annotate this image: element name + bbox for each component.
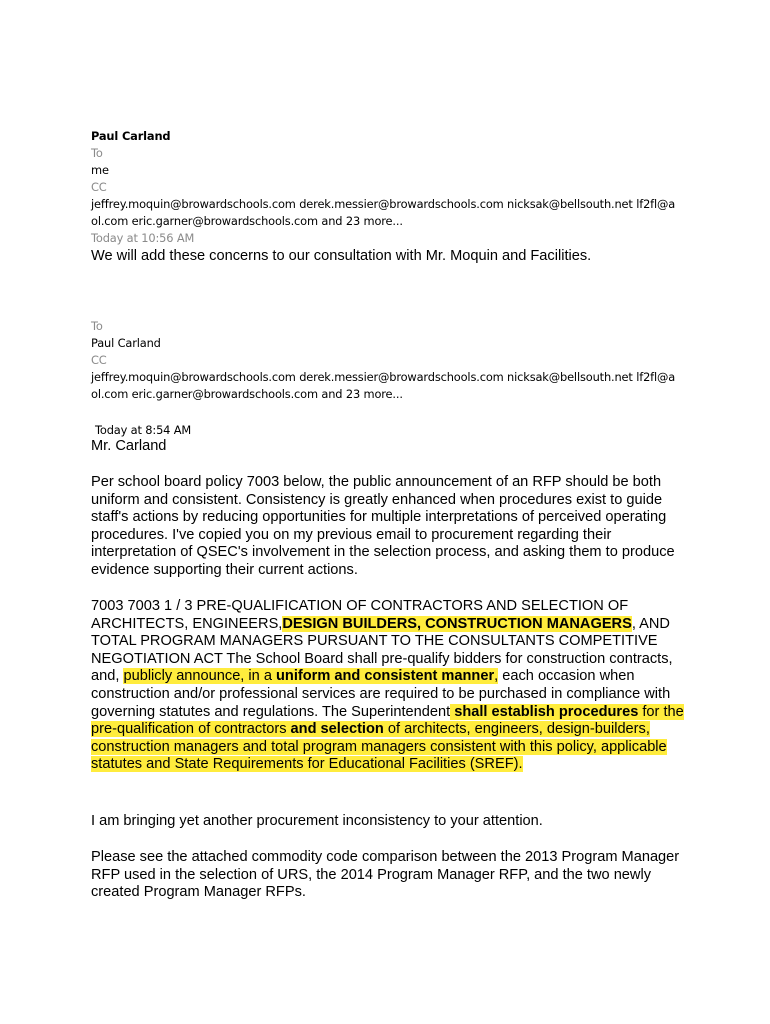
to-recipient[interactable]: me bbox=[91, 163, 109, 177]
greeting: Mr. Carland bbox=[91, 438, 167, 454]
policy-text: , AND TOTAL PROGRAM MANAGERS PURSUANT TO THE CONSULTANTS COMPETITIVE NEGOTIATION ACT The School Board shall pre-qualify bidders for construction contracts, and, bbox=[91, 615, 673, 685]
policy-text: 7003 7003 1 / 3 PRE-QUALIFICATION OF CONTRACTORS AND SELECTION OF ARCHITECTS, ENGINEERS, bbox=[91, 598, 629, 632]
cc-recipients[interactable] bbox=[91, 196, 691, 230]
paragraph-attachment: Please see the attached commodity code comparison between the 2013 Program Manager RFP used in the selection of URS, the 2014 Program Manager RFP, and the two newly created Program Manager RFPs. bbox=[91, 849, 680, 901]
sender-name[interactable]: Paul Carland bbox=[91, 129, 171, 143]
cc-line: jeffrey.moquin@browardschools.com derek.messier@browardschools.com nicksak@bellsouth.net lf2fl@a bbox=[91, 197, 676, 211]
highlight-text: publicly announce, in a bbox=[123, 668, 276, 685]
highlight-text: uniform and consistent manner bbox=[276, 668, 495, 685]
email-header-1 bbox=[91, 128, 691, 247]
highlight-text: , bbox=[494, 668, 499, 685]
cc-line: jeffrey.moquin@browardschools.com derek.messier@browardschools.com nicksak@bellsouth.net lf2fl@a bbox=[91, 370, 676, 384]
to-recipient[interactable]: Paul Carland bbox=[91, 336, 161, 350]
highlight-text: DESIGN BUILDERS, CONSTRUCTION MANAGERS bbox=[282, 615, 632, 632]
email-header-2 bbox=[91, 318, 691, 403]
paragraph-policy-intro: Per school board policy 7003 below, the public announcement of an RFP should be both uniform and consistent. Consistency is greatly enhanced when procedures exist to guide staff's actions by reducing opportunities for multiple interpretations of perceived operating procedures. I've copied you on my previous email to procurement regarding their interpretation of QSEC's involvement in the selection process, and asking them to produce evidence supporting their current actions. bbox=[91, 474, 675, 578]
cc-label: CC bbox=[91, 353, 107, 367]
highlight-text: shall establish procedures bbox=[450, 703, 639, 720]
highlight-text: and selection bbox=[290, 721, 384, 738]
cc-label: CC bbox=[91, 180, 107, 194]
cc-recipients[interactable] bbox=[91, 369, 691, 403]
timestamp: Today at 8:54 AM bbox=[95, 423, 192, 437]
highlight-text: for the pre-qualification of contractors bbox=[91, 703, 684, 738]
email-body-1: We will add these concerns to our consultation with Mr. Moquin and Facilities. bbox=[91, 248, 592, 264]
to-label: To bbox=[91, 319, 103, 333]
timestamp: Today at 10:56 AM bbox=[91, 231, 195, 245]
highlight-text: of architects, engineers, design-builders, construction managers and total program managers consistent with this policy, applicable statutes and State Requirements for Educational Facilities (SREF). bbox=[91, 721, 667, 773]
paragraph-inconsistency: I am bringing yet another procurement inconsistency to your attention. bbox=[91, 813, 543, 829]
paragraph-policy-7003 bbox=[91, 598, 685, 774]
policy-text: each occasion when construction and/or professional services are required to be purchased in compliance with governing statutes and regulations. The Superintendent bbox=[91, 668, 671, 720]
cc-line: ol.com eric.garner@browardschools.com and 23 more... bbox=[91, 387, 403, 401]
to-label: To bbox=[91, 146, 103, 160]
cc-line: ol.com eric.garner@browardschools.com and 23 more... bbox=[91, 214, 403, 228]
